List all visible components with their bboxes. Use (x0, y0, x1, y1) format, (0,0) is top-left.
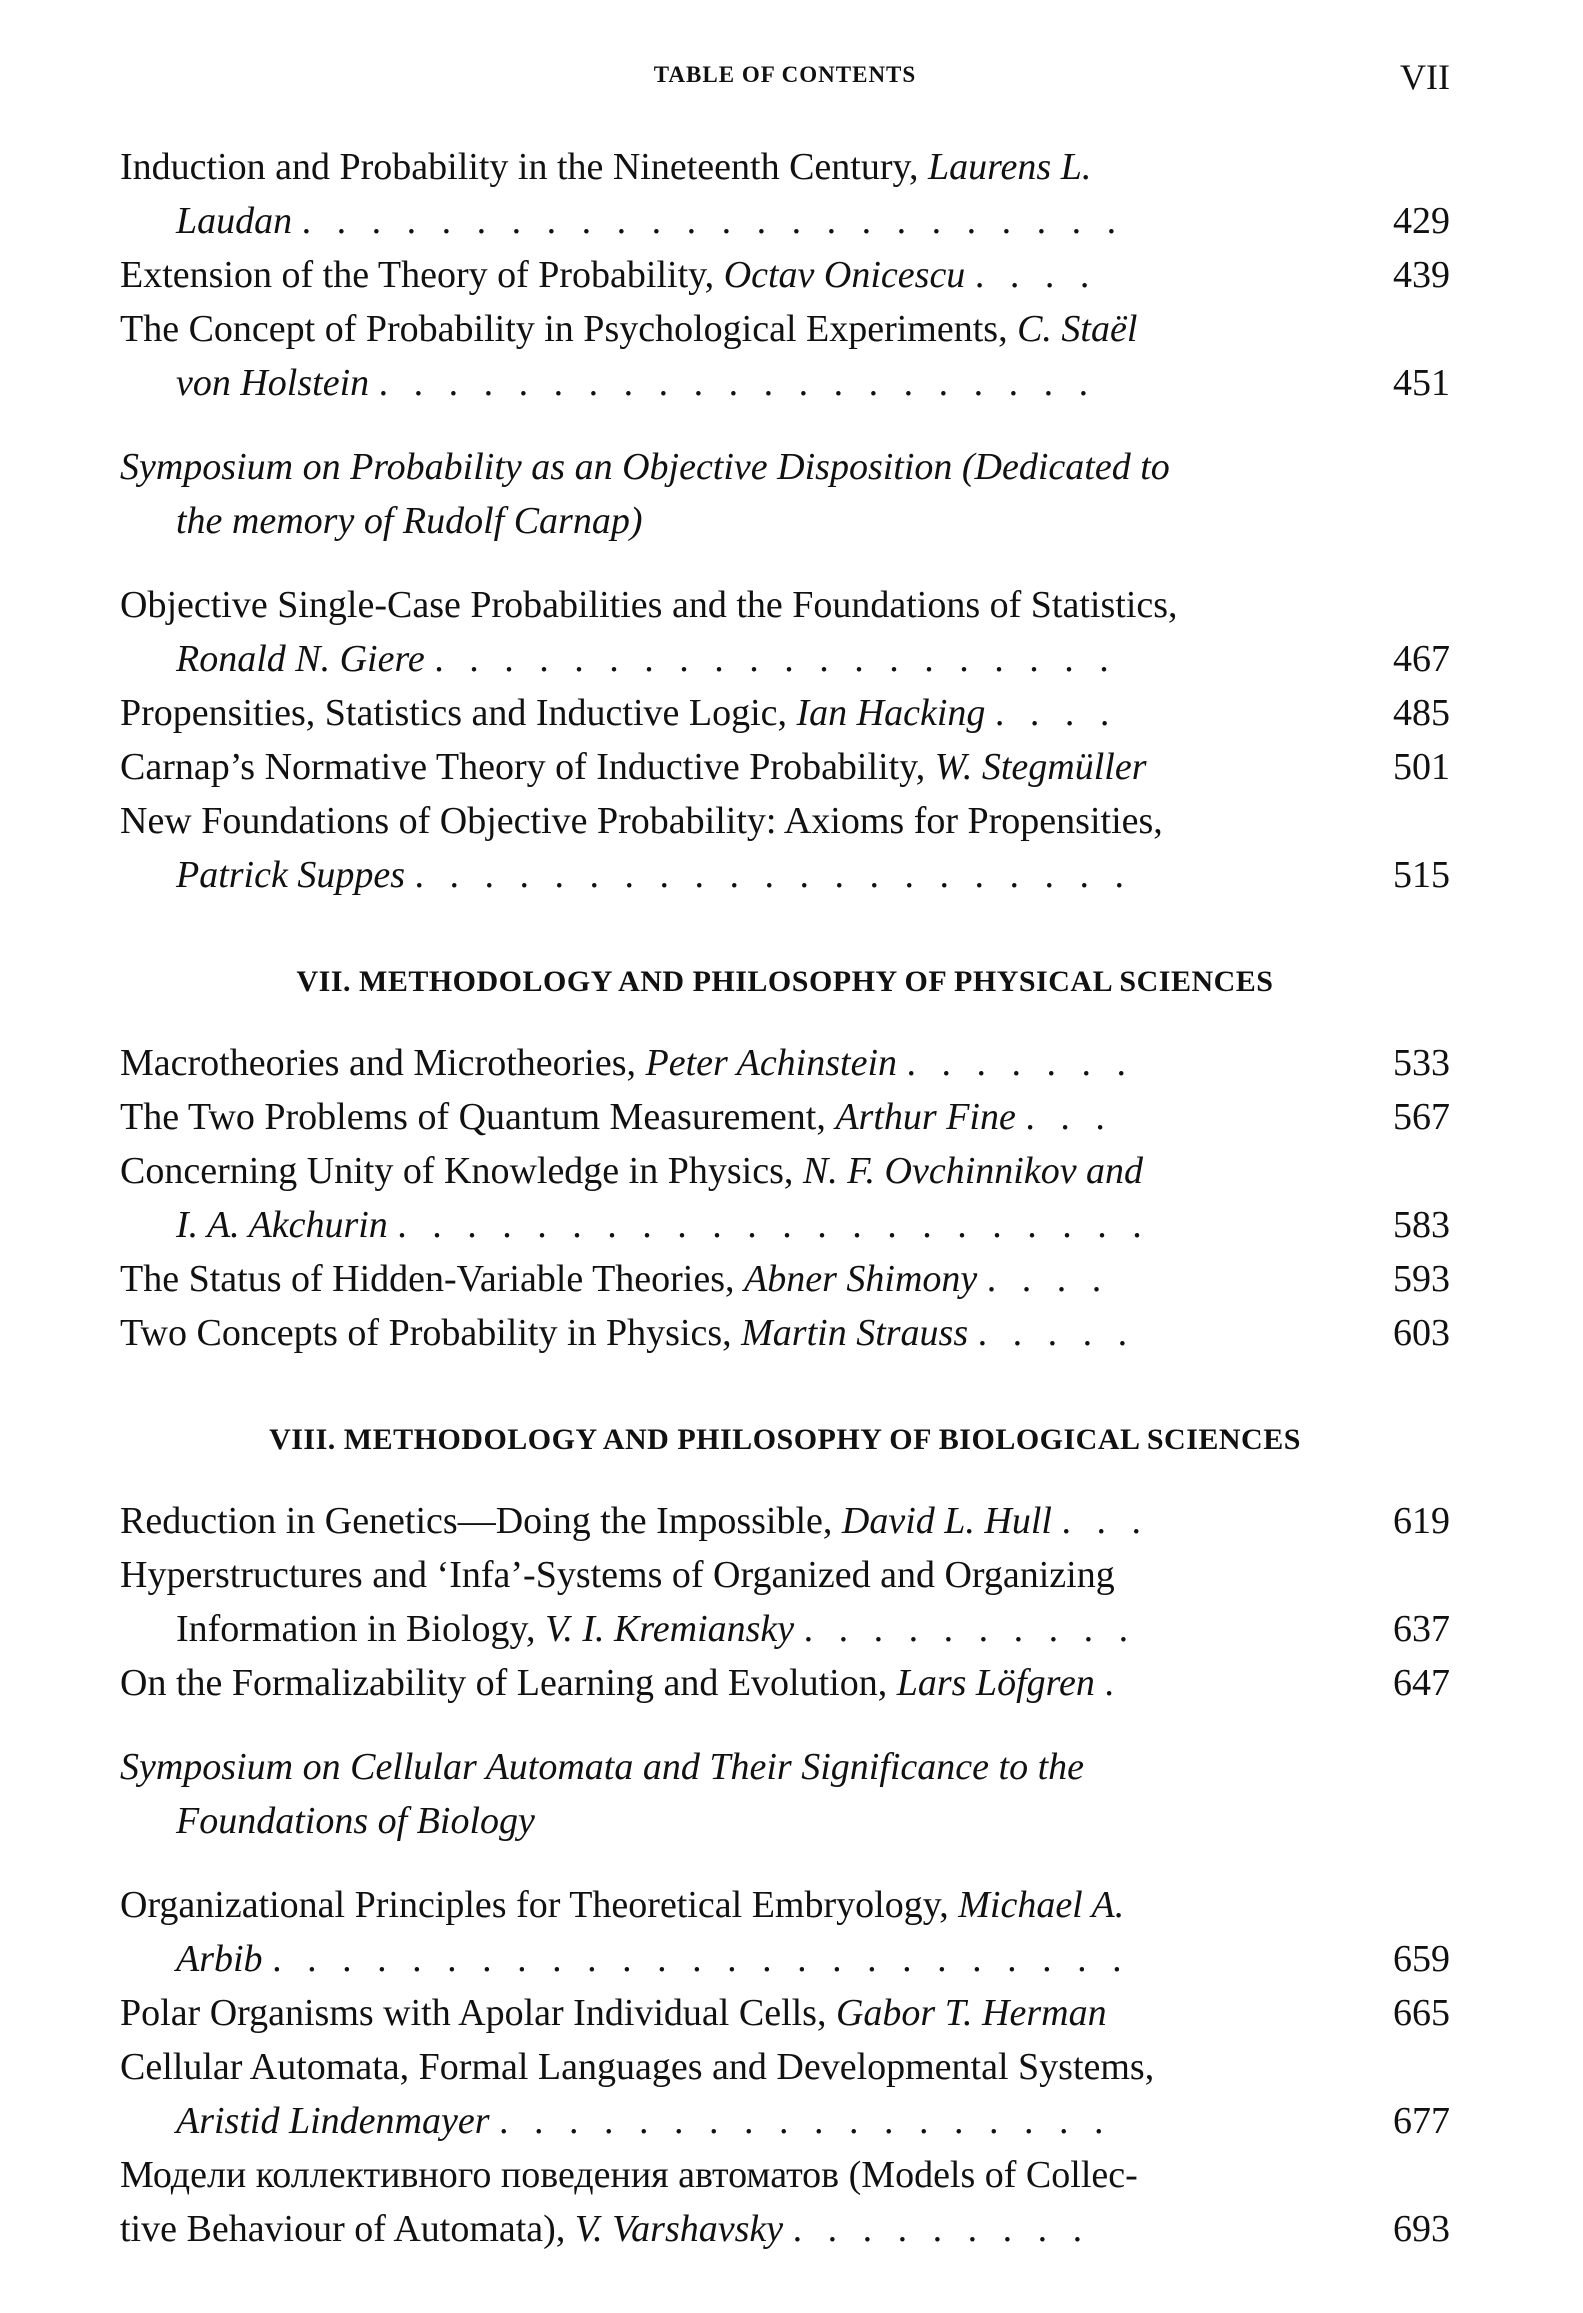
section-heading: VII. METHODOLOGY AND PHILOSOPHY OF PHYSICAL SCIENCES (296, 965, 1274, 998)
toc-entry-continuation[interactable] (120, 2202, 1450, 2256)
entry-author: Martin Strauss (741, 1312, 969, 1354)
entry-author: V. Varshavsky (574, 2208, 784, 2250)
toc (120, 140, 1450, 2256)
entry-title: Induction and Probability in the Nineteenth Century, (120, 146, 919, 188)
leader-dots: . . . (1061, 1500, 1149, 1542)
entry-page: 439 (1393, 254, 1450, 296)
entry-author: I. A. Akchurin (176, 1204, 388, 1246)
toc-entry[interactable] (120, 302, 1450, 356)
entry-page: 451 (1393, 362, 1450, 404)
entry-title: Carnap’s Normative Theory of Inductive Probability, (120, 746, 926, 788)
section-heading: VIII. METHODOLOGY AND PHILOSOPHY OF BIOLOGICAL SCIENCES (269, 1423, 1301, 1456)
toc-entry[interactable] (120, 1986, 1450, 2040)
entry-author: Abner Shimony (744, 1258, 978, 1300)
entry-page: 501 (1393, 746, 1450, 788)
toc-entry-continuation[interactable] (120, 2094, 1450, 2148)
entry-page: 467 (1393, 638, 1450, 680)
entry-author: Laurens L. (928, 146, 1092, 188)
toc-entry[interactable] (120, 1306, 1450, 1360)
running-title: TABLE OF CONTENTS (653, 62, 917, 87)
entry-page: 637 (1393, 1608, 1450, 1650)
toc-entry[interactable] (120, 2040, 1450, 2094)
entry-page: 619 (1393, 1500, 1450, 1542)
entry-page: 659 (1393, 1938, 1450, 1980)
toc-entry[interactable] (120, 1252, 1450, 1306)
entry-author: W. Stegmüller (934, 746, 1147, 788)
entry-page: 485 (1393, 692, 1450, 734)
leader-dots: . . . . . . . . . . . . . . . . . . . . . . (397, 1204, 1150, 1246)
toc-entry[interactable] (120, 794, 1450, 848)
toc-entry-continuation[interactable] (120, 632, 1450, 686)
leader-dots: . . . . . . . . . . . . . . . . . . . . . . . . (301, 200, 1125, 242)
entry-page: 665 (1393, 1992, 1450, 2034)
leader-dots: . . . . . . . . . . (803, 1608, 1137, 1650)
entry-page: 533 (1393, 1042, 1450, 1084)
toc-entry[interactable] (120, 1494, 1450, 1548)
entry-title: The Two Problems of Quantum Measurement, (120, 1096, 826, 1138)
entry-title: Macrotheories and Microtheories, (120, 1042, 636, 1084)
entry-author: von Holstein (176, 362, 370, 404)
leader-dots: . . . . . . . . . (792, 2208, 1091, 2250)
entry-title: Organizational Principles for Theoretical Embryology, (120, 1884, 949, 1926)
leader-dots: . . . . (994, 692, 1118, 734)
entry-author: Octav Onicescu (723, 254, 966, 296)
toc-entry[interactable] (120, 686, 1450, 740)
entry-page: 515 (1393, 854, 1450, 896)
toc-entry[interactable] (120, 1144, 1450, 1198)
entry-title: Reduction in Genetics—Doing the Impossible, (120, 1500, 833, 1542)
entry-title: On the Formalizability of Learning and Evolution, (120, 1662, 888, 1704)
toc-entry-continuation[interactable] (120, 1198, 1450, 1252)
entry-page: 583 (1393, 1204, 1450, 1246)
toc-entry[interactable] (120, 1090, 1450, 1144)
entry-page: 677 (1393, 2100, 1450, 2142)
entry-title: Propensities, Statistics and Inductive Logic, (120, 692, 788, 734)
entry-title: The Status of Hidden-Variable Theories, (120, 1258, 735, 1300)
entry-author: C. Staël (1017, 308, 1138, 350)
symposium-heading: Symposium on Cellular Automata and Their Significance to the Foundations of Biology (120, 1746, 1085, 1842)
entry-page: 693 (1393, 2208, 1450, 2250)
entry-title: Objective Single-Case Probabilities and the Foundations of Statistics, (120, 584, 1178, 626)
leader-dots: . . . . . . . . . . . . . . . . . . . . . (378, 362, 1097, 404)
toc-entry[interactable] (120, 140, 1450, 194)
toc-entry-continuation[interactable] (120, 848, 1450, 902)
entry-title: The Concept of Probability in Psychological Experiments, (120, 308, 1008, 350)
entry-author: Gabor T. Herman (835, 1992, 1107, 2034)
entry-title: Cellular Automata, Formal Languages and Developmental Systems, (120, 2046, 1155, 2088)
entry-page: 567 (1393, 1096, 1450, 1138)
toc-entry[interactable] (120, 1548, 1450, 1602)
entry-page: 429 (1393, 200, 1450, 242)
entry-author: Michael A. (958, 1884, 1125, 1926)
running-head (120, 57, 1450, 112)
entry-page: 603 (1393, 1312, 1450, 1354)
entry-title: New Foundations of Objective Probability: Axioms for Propensities, (120, 800, 1163, 842)
toc-entry-continuation[interactable] (120, 1602, 1450, 1656)
entry-author: N. F. Ovchinnikov and (802, 1150, 1144, 1192)
entry-author: Arthur Fine (835, 1096, 1016, 1138)
entry-author: David L. Hull (841, 1500, 1052, 1542)
entry-author: V. I. Kremiansky (545, 1608, 795, 1650)
toc-entry[interactable] (120, 1656, 1450, 1710)
leader-dots: . . . . (974, 254, 1098, 296)
page-number: VII (1400, 57, 1450, 97)
entry-title: Information in Biology, (176, 1608, 536, 1650)
entry-author: Ronald N. Giere (176, 638, 425, 680)
entry-page: 647 (1393, 1662, 1450, 1704)
entry-title: tive Behaviour of Automata), (120, 2208, 566, 2250)
toc-entry[interactable] (120, 248, 1450, 302)
entry-page: 593 (1393, 1258, 1450, 1300)
toc-entry[interactable] (120, 1036, 1450, 1090)
entry-author: Laudan (176, 200, 293, 242)
entry-author: Aristid Lindenmayer (176, 2100, 490, 2142)
entry-author: Peter Achinstein (645, 1042, 898, 1084)
leader-dots: . . . (1025, 1096, 1113, 1138)
leader-dots: . . . . (986, 1258, 1110, 1300)
leader-dots: . . . . . . . . . . . . . . . . . . (498, 2100, 1112, 2142)
entry-author: Patrick Suppes (176, 854, 406, 896)
entry-title: Модели коллективного поведения автоматов (Models of Collec- (120, 2154, 1138, 2196)
toc-entry-continuation[interactable] (120, 356, 1450, 410)
entry-title: Concerning Unity of Knowledge in Physics, (120, 1150, 794, 1192)
entry-author: Lars Löfgren (896, 1662, 1095, 1704)
symposium-heading: Symposium on Probability as an Objective Disposition (Dedicated to the memory of Rudolf Carnap) (120, 446, 1170, 542)
entry-author: Ian Hacking (796, 692, 986, 734)
leader-dots: . . . . . . . . . . . . . . . . . . . . . (414, 854, 1133, 896)
leader-dots: . (1104, 1662, 1122, 1704)
leader-dots: . . . . . . . . . . . . . . . . . . . . (434, 638, 1117, 680)
toc-entry-continuation[interactable] (120, 1932, 1450, 1986)
entry-title: Two Concepts of Probability in Physics, (120, 1312, 732, 1354)
leader-dots: . . . . . . . . . . . . . . . . . . . . . . . . . (272, 1938, 1130, 1980)
entry-title: Extension of the Theory of Probability, (120, 254, 715, 296)
entry-title: Hyperstructures and ‘Infa’-Systems of Organized and Organizing (120, 1554, 1115, 1596)
leader-dots: . . . . . (977, 1312, 1136, 1354)
toc-entry[interactable] (120, 2148, 1450, 2202)
entry-title: Polar Organisms with Apolar Individual Cells, (120, 1992, 827, 2034)
toc-entry[interactable] (120, 578, 1450, 632)
leader-dots: . . . . . . . (906, 1042, 1135, 1084)
toc-entry-continuation[interactable] (120, 194, 1450, 248)
toc-entry[interactable] (120, 1878, 1450, 1932)
toc-entry[interactable] (120, 740, 1450, 794)
entry-author: Arbib (176, 1938, 263, 1980)
